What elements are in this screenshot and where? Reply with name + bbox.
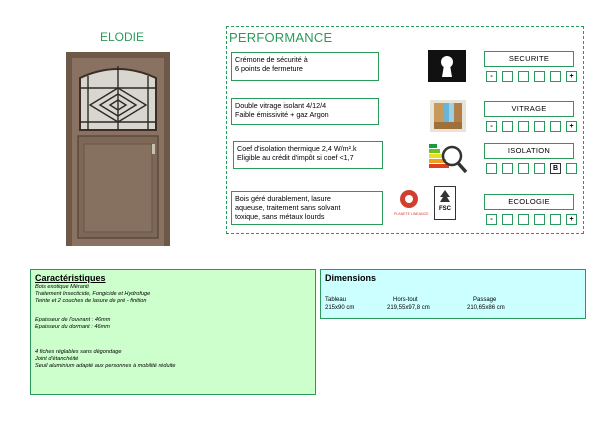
rating-cell <box>486 163 497 174</box>
rating-scale-securite <box>486 71 577 82</box>
energy-label-magnifier-icon <box>428 141 468 175</box>
rating-cell <box>550 71 561 82</box>
rating-cell <box>518 214 529 225</box>
fsc-tree-icon <box>438 189 452 205</box>
rating-cell <box>534 121 545 132</box>
rating-label-securite: SECURITE <box>484 51 574 67</box>
door-image <box>66 52 170 246</box>
dim-value-tableau: 215x90 cm <box>325 305 355 311</box>
rating-cell <box>502 71 513 82</box>
char-line: Joint d'étanchéité <box>35 356 79 362</box>
product-name: ELODIE <box>99 30 144 44</box>
rating-scale-vitrage <box>486 121 577 132</box>
rating-minus: - <box>486 71 497 82</box>
dimensions-panel <box>320 269 586 319</box>
rating-plus: + <box>566 121 577 132</box>
char-line: Seuil aluminium adapté aux personnes à mobilité réduite <box>35 363 176 369</box>
rating-cell <box>518 121 529 132</box>
dim-value-passage: 210,65x86 cm <box>467 305 505 311</box>
feature-line: aqueuse, traitement sans solvant <box>235 203 341 212</box>
dim-value-hors-tout: 219,55x97,8 cm <box>387 305 430 311</box>
caracteristiques-panel <box>30 269 316 395</box>
fsc-label-box <box>434 186 456 220</box>
char-line: Epaisseur de l'ouvrant : 46mm <box>35 317 111 323</box>
rating-label-isolation: ISOLATION <box>484 143 574 159</box>
rating-scale-ecologie <box>486 214 577 225</box>
feature-line: Bois géré durablement, lasure <box>235 194 331 203</box>
keyhole-icon <box>428 50 466 82</box>
char-line: Traitement Insecticide, Fongicide et Hydrofuge <box>35 291 151 297</box>
fsc-label: FSC <box>439 206 451 212</box>
dim-header-tableau: Tableau <box>325 297 347 303</box>
rating-cell <box>534 71 545 82</box>
char-line: Teinte et 2 couches de lasure de pré - finition <box>35 298 147 304</box>
rating-cell <box>502 163 513 174</box>
rating-cell <box>502 214 513 225</box>
char-line: Bois exotique Méranti <box>35 284 89 290</box>
dim-header-passage: Passage <box>473 297 497 303</box>
feature-insulation-box <box>233 141 383 169</box>
rating-marked-cell: B <box>550 163 561 174</box>
feature-line: 6 points de fermeture <box>235 64 303 73</box>
rating-minus: - <box>486 214 497 225</box>
caracteristiques-title: Caractéristiques <box>35 273 106 283</box>
rating-cell <box>550 121 561 132</box>
feature-glazing-box <box>231 98 379 125</box>
dim-header-hors-tout: Hors-tout <box>393 297 418 303</box>
rating-plus: + <box>566 71 577 82</box>
rating-cell <box>534 163 545 174</box>
rating-label-ecologie: ECOLOGIE <box>484 194 574 210</box>
rating-minus: - <box>486 121 497 132</box>
performance-title: PERFORMANCE <box>229 30 333 45</box>
rating-cell <box>550 214 561 225</box>
rating-label-vitrage: VITRAGE <box>484 101 574 117</box>
planete-lineance-icon <box>398 188 420 210</box>
rating-scale-isolation <box>486 163 577 174</box>
feature-line: toxique, sans métaux lourds <box>235 212 325 221</box>
rating-cell <box>534 214 545 225</box>
feature-ecology-box <box>231 191 383 225</box>
feature-line: Coef d'isolation thermique 2,4 W/m².k <box>237 144 357 153</box>
char-line: Epaisseur du dormant : 46mm <box>35 324 110 330</box>
feature-line: Eligible au crédit d'impôt si coef <1,7 <box>237 153 354 162</box>
feature-line: Double vitrage isolant 4/12/4 <box>235 101 327 110</box>
rating-cell <box>518 71 529 82</box>
feature-security-box <box>231 52 379 81</box>
rating-cell <box>566 163 577 174</box>
char-line: 4 fiches réglables sans dégondage <box>35 349 122 355</box>
dimensions-title: Dimensions <box>325 273 377 283</box>
fsc-planete-logo <box>394 186 464 222</box>
rating-plus: + <box>566 214 577 225</box>
feature-line: Crémone de sécurité à <box>235 55 308 64</box>
window-glazing-icon <box>430 100 466 132</box>
feature-line: Faible émissivité + gaz Argon <box>235 110 329 119</box>
rating-cell <box>518 163 529 174</box>
rating-cell <box>502 121 513 132</box>
planete-lineance-label: PLANETE LINEANCE <box>394 212 429 216</box>
